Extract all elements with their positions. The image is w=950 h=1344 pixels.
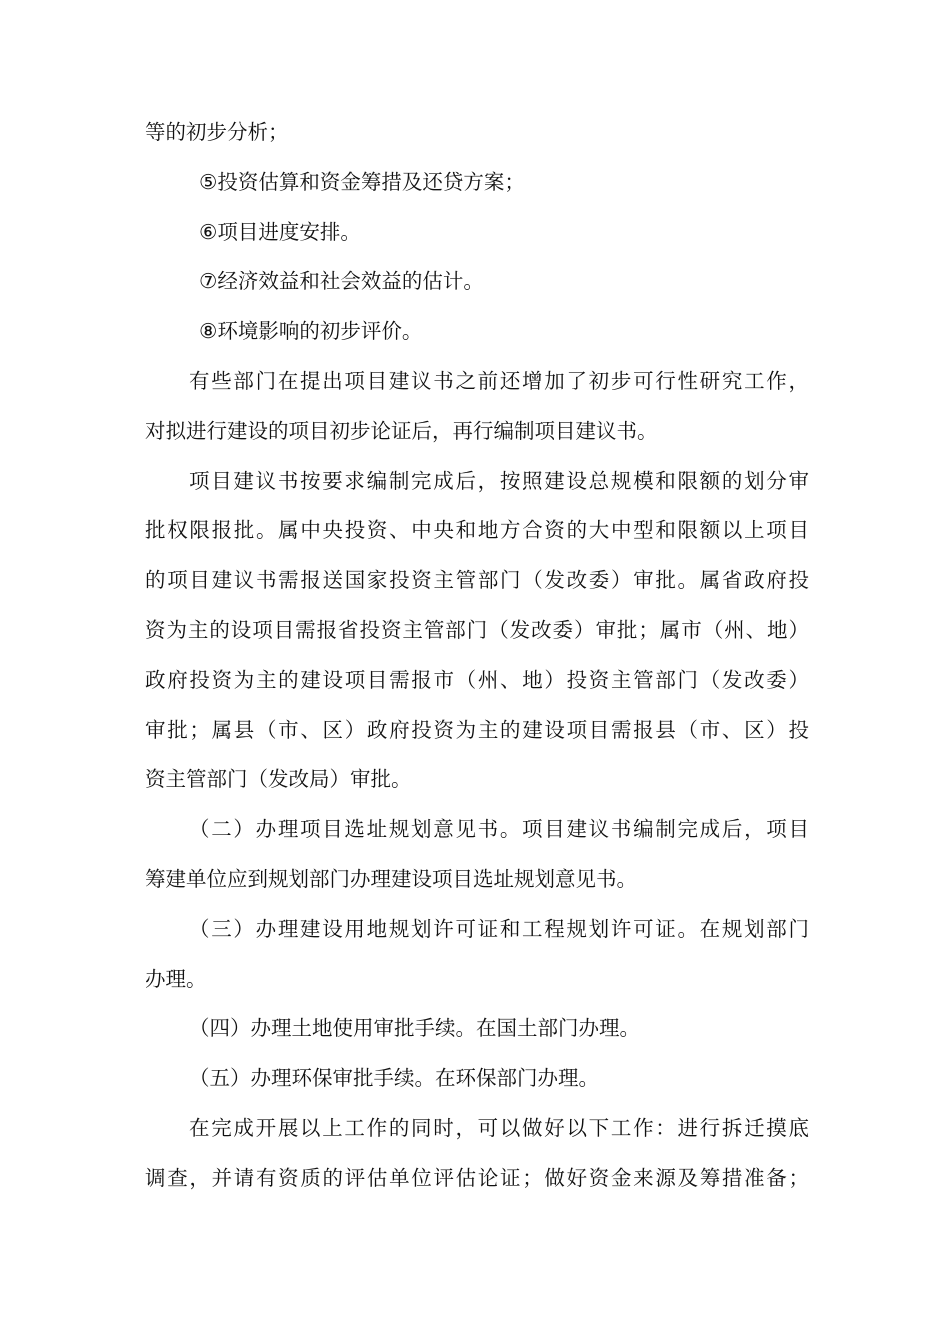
text-line: 政府投资为主的建设项目需报市（州、地）投资主管部门（发改委） (145, 667, 809, 692)
list-item: ⑧环境影响的初步评价。 (199, 319, 423, 344)
paragraph-first-line: （五）办理环保审批手续。在环保部门办理。 (189, 1066, 599, 1091)
paragraph-first-line: 在完成开展以上工作的同时，可以做好以下工作：进行拆迁摸底 (189, 1115, 809, 1140)
text-line: 筹建单位应到规划部门办理建设项目选址规划意见书。 (145, 866, 637, 891)
document-body (145, 108, 809, 1204)
paragraph-first-line: （三）办理建设用地规划许可证和工程规划许可证。在规划部门 (189, 916, 809, 941)
text-line: 办理。 (145, 966, 207, 991)
text-line: 资主管部门（发改局）审批。 (145, 767, 412, 792)
text-line: 审批；属县（市、区）政府投资为主的建设项目需报县（市、区）投 (145, 717, 809, 742)
text-line: 的项目建议书需报送国家投资主管部门（发改委）审批。属省政府投 (145, 568, 809, 593)
text-line: 等的初步分析； (145, 120, 289, 144)
text-line: 对拟进行建设的项目初步论证后，再行编制项目建议书。 (145, 418, 658, 443)
text-line: 资为主的设项目需报省投资主管部门（发改委）审批；属市（州、地） (145, 617, 809, 642)
list-item: ⑤投资估算和资金筹措及还贷方案； (199, 169, 525, 194)
list-item: ⑦经济效益和社会效益的估计。 (199, 269, 484, 294)
paragraph-first-line: 项目建议书按要求编制完成后，按照建设总规模和限额的划分审 (189, 468, 809, 493)
text-line: 批权限报批。属中央投资、中央和地方合资的大中型和限额以上项目 (145, 518, 809, 543)
text-line: 调查，并请有资质的评估单位评估论证；做好资金来源及筹措准备； (145, 1165, 809, 1190)
paragraph-first-line: （四）办理土地使用审批手续。在国土部门办理。 (189, 1016, 640, 1041)
paragraph-first-line: 有些部门在提出项目建议书之前还增加了初步可行性研究工作， (189, 368, 809, 393)
paragraph-first-line: （二）办理项目选址规划意见书。项目建议书编制完成后，项目 (189, 817, 809, 842)
list-item: ⑥项目进度安排。 (199, 219, 361, 244)
